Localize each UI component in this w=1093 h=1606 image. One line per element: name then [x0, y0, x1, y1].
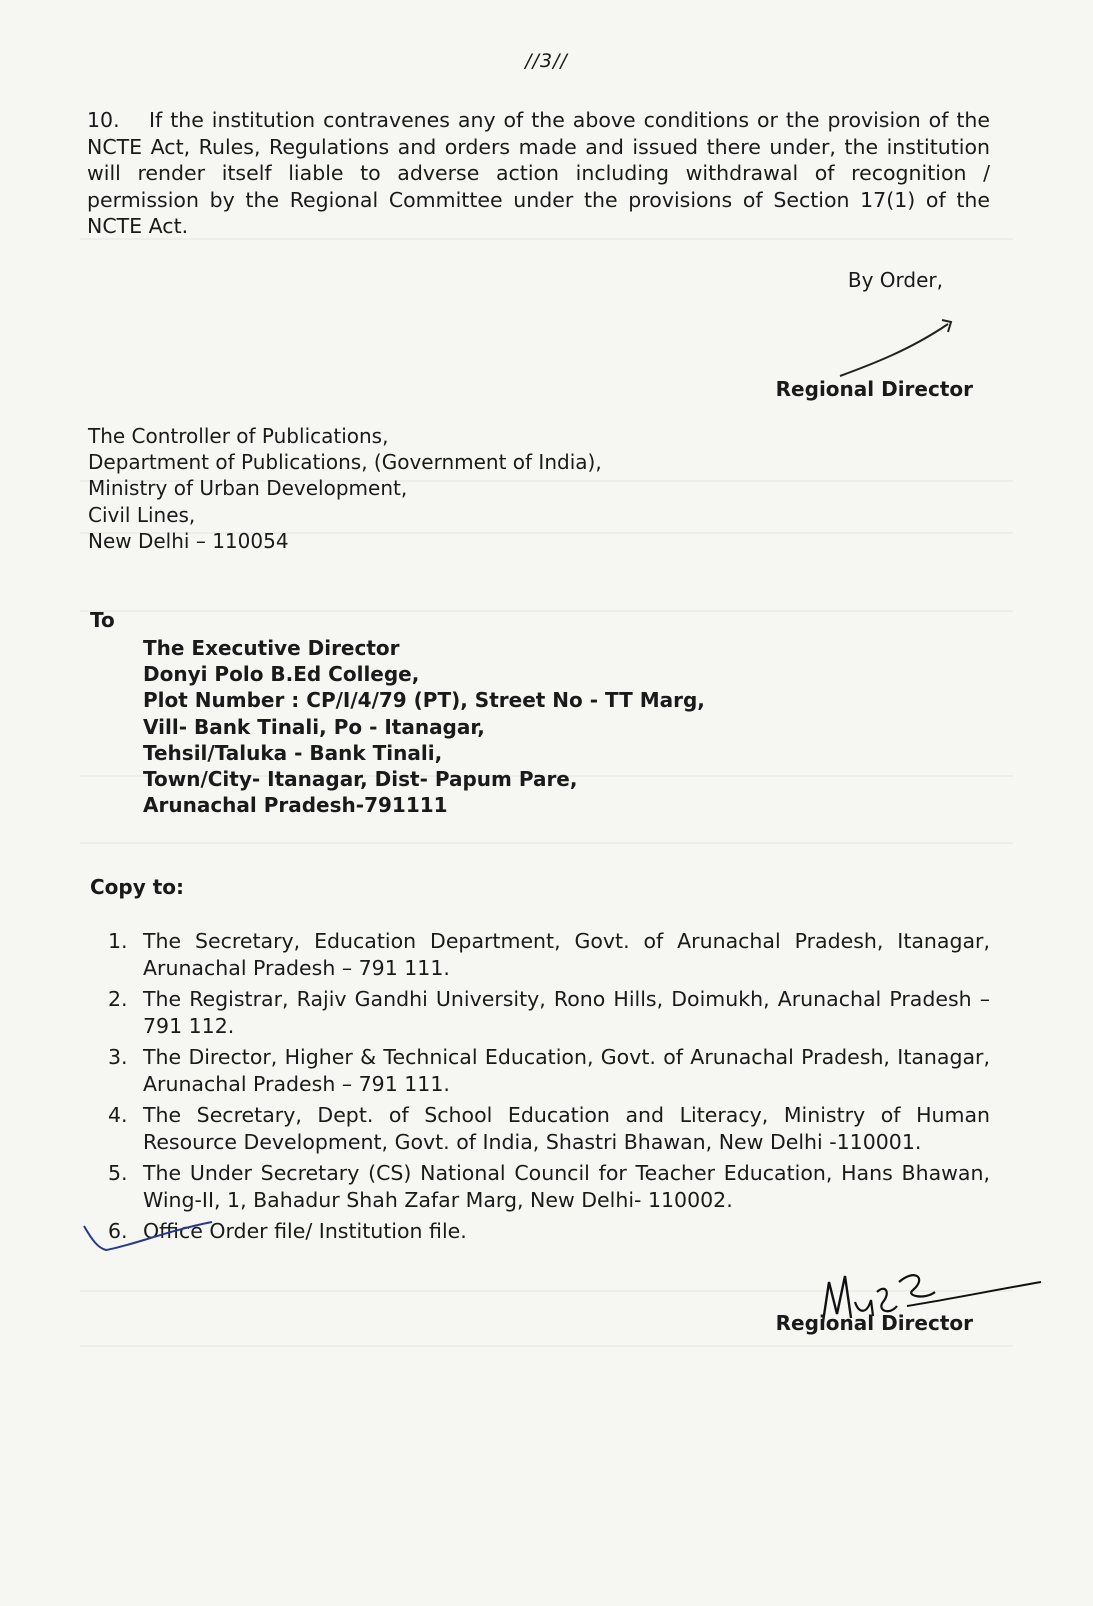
by-order-text: By Order, — [847, 268, 943, 292]
bleed-through-line — [80, 610, 1013, 612]
list-item-number: 5. — [108, 1161, 128, 1185]
list-item-number: 6. — [108, 1219, 128, 1243]
addressee-line: Plot Number : CP/I/4/79 (PT), Street No - TT Marg, — [143, 688, 705, 713]
clause-10 — [87, 107, 990, 240]
regional-director-title: Regional Director — [775, 1311, 973, 1335]
list-item-number: 4. — [108, 1103, 128, 1127]
addressee-line: Arunachal Pradesh-791111 — [143, 793, 448, 818]
list-item-number: 3. — [108, 1045, 128, 1069]
list-item-text: The Registrar, Rajiv Gandhi University, Rono Hills, Doimukh, Arunachal Pradesh – 791 112. — [143, 987, 990, 1038]
list-item — [108, 928, 990, 981]
list-item-number: 2. — [108, 987, 128, 1011]
signature-stroke — [830, 310, 970, 380]
bleed-through-line — [80, 1345, 1013, 1347]
list-item — [108, 1044, 990, 1097]
address-line: Department of Publications, (Government of India), — [88, 450, 602, 475]
clause-number: 10. — [87, 108, 120, 132]
addressee-line: The Executive Director — [143, 636, 400, 660]
regional-director-title: Regional Director — [775, 377, 973, 401]
list-item — [108, 1218, 990, 1245]
clause-text: If the institution contravenes any of the above conditions or the provision of the NCTE Act, Rules, Regulations and orders made and issued there under, the institution will render itself liable to adverse action including withdrawal of recognition / permission by the Regional Committee under the provisions of Section 17(1) of the NCTE Act. — [87, 108, 990, 238]
page-number: //3// — [525, 50, 568, 72]
list-item — [108, 1102, 990, 1155]
copy-to-list — [108, 928, 990, 1250]
list-item — [108, 986, 990, 1039]
list-item-text: The Under Secretary (CS) National Council for Teacher Education, Hans Bhawan, Wing-II, 1, Bahadur Shah Zafar Marg, New Delhi- 110002. — [143, 1161, 990, 1212]
address-line: The Controller of Publications, — [88, 424, 389, 448]
list-item — [108, 1160, 990, 1213]
address-line: New Delhi – 110054 — [88, 528, 289, 553]
copy-to-label: Copy to: — [90, 875, 185, 899]
controller-address-block — [88, 423, 602, 554]
tick-mark — [80, 1216, 220, 1256]
addressee-line: Town/City- Itanagar, Dist- Papum Pare, — [143, 767, 578, 792]
address-line: Civil Lines, — [88, 502, 196, 527]
list-item-text: The Director, Higher & Technical Education, Govt. of Arunachal Pradesh, Itanagar, Arunachal Pradesh – 791 111. — [143, 1045, 990, 1096]
bleed-through-line — [80, 842, 1013, 844]
list-item-text: The Secretary, Dept. of School Education and Literacy, Ministry of Human Resource Development, Govt. of India, Shastri Bhawan, New Delhi -110001. — [143, 1103, 990, 1154]
address-line: Ministry of Urban Development, — [88, 476, 408, 501]
addressee-line: Donyi Polo B.Ed College, — [143, 662, 420, 687]
addressee-line: Tehsil/Taluka - Bank Tinali, — [143, 740, 443, 765]
addressee-line: Vill- Bank Tinali, Po - Itanagar, — [143, 714, 485, 739]
addressee-block — [143, 635, 705, 818]
to-label: To — [90, 608, 115, 632]
list-item-text: Office Order file/ Institution file. — [143, 1219, 467, 1243]
list-item-text: The Secretary, Education Department, Govt. of Arunachal Pradesh, Itanagar, Arunachal Pradesh – 791 111. — [143, 929, 990, 980]
list-item-number: 1. — [108, 929, 128, 953]
